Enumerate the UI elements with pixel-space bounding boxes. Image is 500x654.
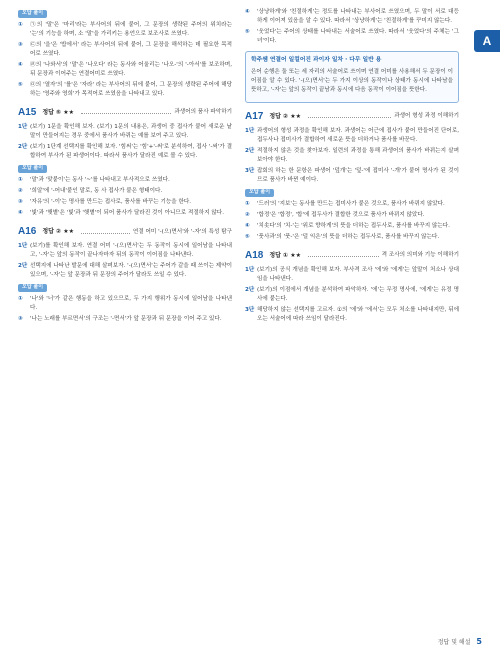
item-text: (보기) 1단계 선택지를 확인해 보자. '힘써'는 '힘'+'-써'로 분석하여, 접사 '-써'가 결합하여 부사가 된 파생어이다. 따라서 품사가 달라진 예로 볼 수 있다. [30, 144, 232, 160]
teacher-note-box [245, 51, 459, 103]
item-marker: 1단 [245, 267, 255, 274]
list-item [245, 167, 459, 185]
leader-line [81, 233, 130, 234]
item-text: (보기)의 공식 개념을 확인해 보자. 부사격 조사 '에'와 '에게'는 앞말이 처소나 상대임을 나타낸다. [257, 267, 459, 283]
list-item [18, 61, 232, 79]
answer-label: 정답 ② ★★ [269, 112, 301, 120]
item-marker: ⑤ [245, 233, 250, 240]
question-header-a15 [18, 105, 232, 121]
question-number: A15 [18, 106, 37, 118]
item-marker: ③ [18, 198, 23, 205]
a15-wrong-answers [18, 176, 232, 218]
item-text: 해당하지 않는 선택지를 고르자. ①의 '에'와 '에서'는 모두 처소를 나타내지만, 뒤에 오는 서술어에 따라 쓰임이 달라진다. [257, 307, 459, 323]
question-topic: 연결 어미 '-(으)면서'와 '-자'의 특성 탐구 [132, 228, 232, 235]
wrong-answer-tag: 오답 풀이 [245, 189, 274, 197]
list-item [245, 147, 459, 165]
item-marker: ⑤ [18, 81, 23, 88]
note-title: 학주쌤 연결어 일컬어진 과이자 일차 · 다무 일반 용 [251, 57, 382, 64]
list-item [18, 262, 232, 280]
question-topic: 과생어의 품사 파악하기 [174, 109, 232, 116]
list-item [18, 21, 232, 39]
item-text: 잡회의 하는 한 문항은 파생어 '덮개'는 '덮-'에 접미사 '-개'가 붙어 명사가 된 것이므로 품사가 바뀐 예이다. [257, 168, 459, 184]
item-marker: 2단 [245, 148, 255, 154]
item-marker: 1단 [245, 127, 255, 134]
list-item [245, 286, 459, 304]
item-marker: ① [18, 176, 23, 183]
a18-steps [245, 266, 459, 324]
a16-steps [18, 242, 232, 280]
item-text: '빛'과 '햇볕'은 '빛'과 '햇볕'이 되어 품사가 달라진 것이 아니므로 적절하지 않다. [30, 209, 224, 216]
answer-label: 정답 ② ★★ [42, 228, 74, 236]
wrong-answer-tag: 오답 풀이 [18, 284, 47, 292]
list-item [18, 41, 232, 59]
item-text: '치솟다'의 '치-'는 '위로 향하게'의 뜻을 더하는 접두사로, 품사를 바꾸지 않는다. [257, 222, 450, 229]
list-item [245, 127, 459, 145]
question-number: A17 [245, 110, 264, 122]
item-marker: ⑤ [245, 29, 250, 36]
question-header-a17 [245, 109, 459, 125]
list-item [18, 123, 232, 141]
continued-list [245, 8, 459, 46]
item-marker: ④ [245, 222, 250, 229]
a17-steps [245, 127, 459, 185]
item-text: ㉤의 '열자'의 '를'은 '자라' 라는 부사어의 뒤에 붙어, 그 문장의 생략된 주어에 해당하는 '영주와 영희'가 목적어로 쓰였음을 나타내고 있다. [30, 81, 232, 97]
item-marker: ③ [18, 41, 23, 48]
item-marker: ④ [18, 61, 23, 68]
question-number: A18 [245, 249, 264, 261]
answer-label: 정답 ① ★★ [269, 252, 301, 260]
item-marker: ③ [18, 315, 23, 322]
item-text: 과생어의 형성 과정을 확인해 보자. 과생어는 어근에 접사가 붙어 만들어진 단어로, 접두사나 접미사가 결합하여 새로운 뜻을 더하거나 품사를 바꾼다. [257, 127, 459, 143]
list-item [245, 266, 459, 284]
question-topic: 격 조사의 의미와 기능 이해하기 [381, 252, 459, 259]
section-tab: A [474, 30, 500, 52]
list-item [245, 233, 459, 242]
item-marker: ② [18, 187, 23, 194]
item-text: 선택지에 나타난 발문에 대해 살펴보자. '-(으)면서'는 주어가 같을 때 쓰이는 제약이 있으며, '-자'는 앞 문장과 뒤 문장의 주어가 달라도 쓰일 수 있다. [30, 263, 232, 279]
list-item [18, 315, 232, 324]
item-text: '말'과 '맞붙이'는 동사 '~'를 나타내고 부사적으로 쓰였다. [30, 176, 170, 183]
list-item [245, 8, 459, 26]
wrong-answer-tag: 오답 풀이 [18, 10, 47, 18]
item-text: '합정'은 '합정', '합'에 접두사가 결합한 것으로 품사가 바뀌지 않았다. [257, 211, 425, 218]
item-text: '웃었다'는 주어의 상태를 나타내는 서술어로 쓰였다. 따라서 '웃었다'의 주체는 '그녀'이다. [257, 29, 459, 45]
list-item [245, 28, 459, 46]
list-item [245, 211, 459, 220]
item-marker: ② [245, 211, 250, 218]
item-marker: 1단 [18, 124, 28, 131]
wrong-answer-tag: 오답 풀이 [18, 165, 47, 173]
item-text: ㉠의 '말'은 '마리'라는 부사어의 뒤에 붙어, 그 문장의 생략된 주어의 위치라는 '는'의 기능을 하며, 소 '말'을 가리키는 용언으로 보조사로 쓰였다. [30, 21, 232, 37]
a16-wrong-answers [18, 295, 232, 324]
list-item [245, 200, 459, 209]
question-header-a18 [245, 248, 459, 264]
item-marker: ④ [18, 209, 23, 216]
item-marker: ① [245, 200, 250, 207]
item-text: '나는 노래를 부르면서'의 구조는 '-면서'가 앞 문장과 뒤 문장을 이어 주고 있다. [30, 315, 222, 322]
list-item [18, 295, 232, 313]
left-column [18, 8, 232, 326]
item-marker: ① [18, 295, 23, 302]
list-item [18, 176, 232, 185]
list-item [18, 143, 232, 161]
item-marker: ④ [245, 9, 250, 15]
item-marker: 1단 [18, 243, 28, 250]
leader-line [308, 256, 379, 257]
item-text: '상냥하게'와 '친절하게'는 정도를 나타내는 부사어로 쓰였으며, 두 말이 서로 대등하게 이어져 있음을 알 수 있다. 따라서 '상냥하게'는 '친절하게'를 꾸미지 않는다. [257, 9, 459, 25]
list-item [245, 306, 459, 324]
list-item [245, 222, 459, 231]
item-text: 적절하지 않은 것을 찾아보자. 일련의 과정을 통해 과생어의 품사가 바뀌는지 살펴보아야 한다. [257, 148, 459, 164]
footer-label: 정답 및 해설 [437, 639, 471, 646]
a17-wrong-answers [245, 200, 459, 242]
item-marker: 2단 [245, 287, 255, 294]
item-text: '드러'의 '지보'는 동사를 만드는 접미사가 붙은 것으로, 품사가 바뀌지 않았다. [257, 200, 445, 207]
list-item [18, 209, 232, 218]
item-text: ㉣의 '나와서'의 '말'은 '나오다' 라는 동사와 어울리는 '나오-'의 '-아서'를 보조하며, 뒤 문장과 이어주는 연결어미로 쓰였다. [30, 61, 232, 77]
item-marker: ① [18, 21, 23, 28]
item-text: '희알'에 '-어내'붙인 말로, 동 사 접사가 붙은 형태이다. [30, 187, 163, 194]
leader-line [81, 113, 171, 114]
list-item [18, 198, 232, 207]
question-topic: 과생어 형성 과정 이해하기 [394, 113, 459, 120]
page-number: 5 [476, 637, 482, 646]
right-column [245, 8, 459, 326]
item-text: (보기) 1문을 확인해 보자. (보기) 1문의 내용은, 과생어 중 접사가 붙어 새로운 낱말이 만들어지는 경우 중에서 품사가 바뀌는 예를 보여 주고 있다. [30, 124, 232, 140]
list-item [18, 242, 232, 260]
item-marker: 3단 [245, 307, 255, 314]
page-footer [438, 637, 482, 646]
list-item [18, 81, 232, 99]
list-item [18, 187, 232, 196]
item-text: '나'와 '너'가 같은 행동을 하고 있으므로, 두 가지 행위가 동시에 일어남을 나타낸다. [30, 295, 232, 311]
item-text: (보기)의 이점에서 개념을 분석하여 파악하자. '에'는 무정 명사에, '에게'는 유정 명사에 붙는다. [257, 287, 459, 303]
item-text: (보기)를 확인해 보자. 연결 어미 '-(으)면서'는 두 동작이 동시에 일어남을 나타내고, '-자'는 앞의 동작이 끝나자마자 뒤의 동작이 이어짐을 나타낸다. [30, 243, 232, 259]
intro-list [18, 21, 232, 99]
item-marker: 2단 [18, 263, 28, 270]
item-marker: 3단 [245, 168, 255, 175]
note-text: 은어 순행은 둘 또는 세 자리의 서술어로 쓰이며 연결 어미를 사용해서 두 문장이 이어짐을 알 수 있다. '-(으)면서'는 두 가지 이상의 동작이나 상태가 동시에 나타남을 뜻하고, '-자'는 앞의 동작이 끝남과 동시에 다음 동작이 이어짐을 뜻한다. [251, 68, 453, 93]
question-number: A16 [18, 225, 37, 237]
item-text: '자유'의 '-이'는 명사를 만드는 접사로, 품사를 바꾸는 기능을 한다. [30, 198, 192, 205]
item-text: '풋사과'의 '풋-'은 '덜 익은'의 뜻을 더하는 접두사로, 품사를 바꾸지 않는다. [257, 233, 440, 240]
a15-steps [18, 123, 232, 161]
answer-label: 정답 ⑤ ★★ [42, 109, 74, 117]
question-header-a16 [18, 224, 232, 240]
item-text: ㉢의 '을'은 '밥에서' 라는 부사어의 뒤에 붙어, 그 문장을 해석하는 데 필요한 목적어로 쓰였다. [30, 41, 232, 57]
item-marker: 2단 [18, 144, 28, 151]
leader-line [308, 117, 391, 118]
